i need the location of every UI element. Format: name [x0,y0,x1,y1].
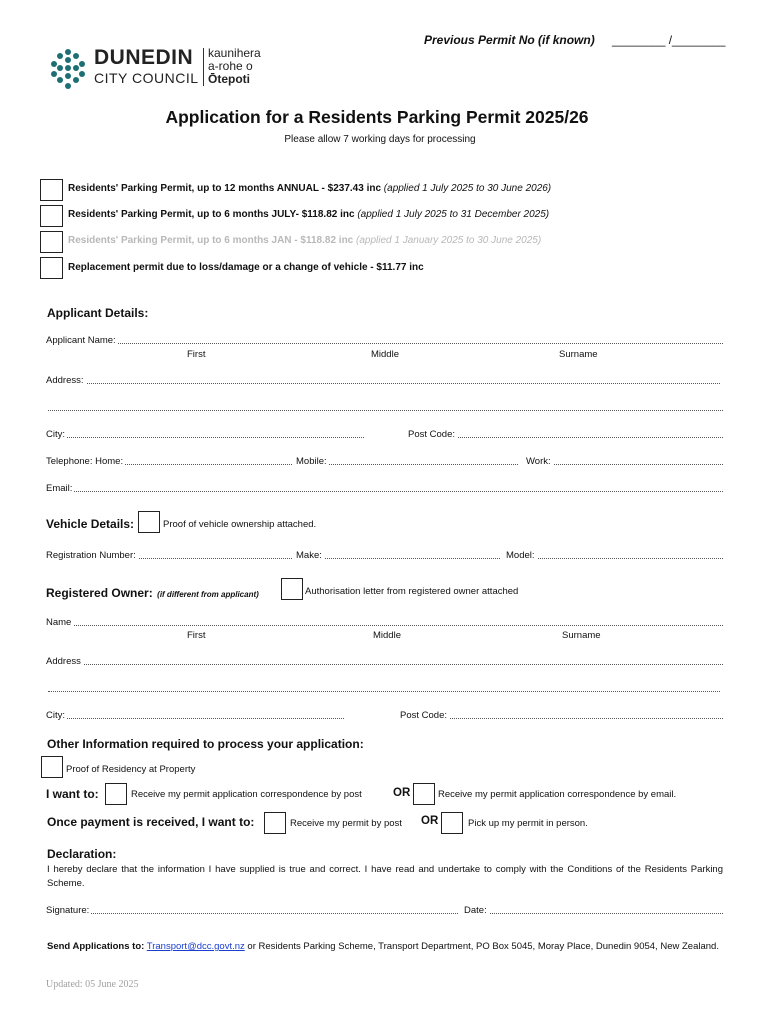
want-label: I want to: [46,787,99,801]
applicant-city-label: City: [46,429,65,440]
applicant-work-line[interactable] [526,464,723,465]
logo-sub: CITY COUNCIL [94,70,199,86]
previous-permit-label: Previous Permit No (if known) [424,33,595,47]
replacement-permit-checkbox[interactable] [40,257,63,279]
vehicle-make-label: Make: [296,550,322,561]
applicant-address-line-1[interactable] [48,383,720,384]
permit-post-label: Receive my permit by post [290,818,402,829]
applicant-postcode-label: Post Code: [408,429,455,440]
applicant-address-line-2[interactable] [48,410,723,411]
owner-heading-row [46,584,259,602]
correspondence-email-label: Receive my permit application correspondence by email. [438,789,677,800]
applicant-middle-caption: Middle [371,349,399,360]
applicant-heading: Applicant Details: [47,306,149,320]
vehicle-model-label: Model: [506,550,535,561]
declaration-heading: Declaration: [47,847,117,861]
logo-maori-2: a-rohe o [208,59,253,73]
logo-divider [203,48,204,86]
send-address: or Residents Parking Scheme, Transport Department, PO Box 5045, Moray Place, Dunedin 9054, New Zealand. [247,941,719,952]
owner-auth-checkbox[interactable] [281,578,303,600]
applicant-name-line[interactable] [48,343,723,344]
annual-permit-checkbox[interactable] [40,179,63,201]
owner-heading-note: (if different from applicant) [157,590,259,599]
applicant-first-caption: First [187,349,206,360]
signature-label: Signature: [46,905,90,916]
applicant-work-label: Work: [526,456,551,467]
annual-permit-option [68,183,551,194]
jan-permit-label: Residents' Parking Permit, up to 6 months JAN - $118.82 inc [68,235,354,246]
correspondence-or: OR [393,787,411,799]
annual-permit-label: Residents' Parking Permit, up to 12 months ANNUAL - $237.43 inc [68,183,382,194]
logo-mark-icon [46,46,90,90]
applicant-city-line[interactable] [48,437,364,438]
logo-maori-1: kaunihera [208,46,261,60]
payment-or: OR [421,815,439,827]
page-subtitle: Please allow 7 working days for processing [284,134,476,145]
july-permit-label: Residents' Parking Permit, up to 6 months JULY- $118.82 inc [68,209,355,220]
applicant-email-line[interactable] [48,491,723,492]
replacement-permit-label: Replacement permit due to loss/damage or a change of vehicle - $11.77 inc [68,262,424,273]
july-permit-note: (applied 1 July 2025 to 31 December 2025) [357,209,550,220]
owner-auth-label: Authorisation letter from registered owner attached [305,586,519,597]
send-label: Send Applications to: [47,941,145,952]
vehicle-heading: Vehicle Details: [46,517,135,531]
correspondence-email-checkbox[interactable] [413,783,435,805]
permit-post-checkbox[interactable] [264,812,286,834]
vehicle-proof-checkbox[interactable] [138,511,160,533]
owner-city-label: City: [46,710,65,721]
signature-line[interactable] [48,913,458,914]
owner-address-label: Address [46,656,81,667]
dcc-logo [46,46,286,90]
applicant-address-label: Address: [46,375,84,386]
vehicle-reg-label: Registration Number: [46,550,136,561]
correspondence-post-checkbox[interactable] [105,783,127,805]
previous-permit-field[interactable]: ________ /________ [612,33,726,47]
applicant-mobile-line[interactable] [296,464,518,465]
declaration-text: I hereby declare that the information I have supplied is true and correct. I have read and undertake to comply with the Conditions of the Residents Parking Scheme. [47,864,723,889]
logo-maori-3: Ōtepoti [208,72,250,86]
owner-city-line[interactable] [48,718,344,719]
payment-label: Once payment is received, I want to: [47,815,255,829]
jan-permit-option [68,235,541,246]
applicant-phone-home-label: Telephone: Home: [46,456,124,467]
jan-permit-checkbox[interactable] [40,231,63,253]
applicant-email-label: Email: [46,483,73,494]
transport-email-link[interactable]: Transport@dcc.govt.nz [146,941,245,952]
owner-heading: Registered Owner: [46,586,153,600]
page-title: Application for a Residents Parking Permit 2025/26 [165,107,589,127]
owner-first-caption: First [187,630,206,641]
correspondence-post-label: Receive my permit application correspondence by post [131,789,362,800]
owner-surname-caption: Surname [562,630,601,641]
owner-middle-caption: Middle [373,630,401,641]
vehicle-proof-label: Proof of vehicle ownership attached. [163,519,317,530]
permit-pickup-label: Pick up my permit in person. [468,818,588,829]
applicant-mobile-label: Mobile: [296,456,327,467]
owner-address-line-1[interactable] [48,664,723,665]
july-permit-checkbox[interactable] [40,205,63,227]
residency-proof-label: Proof of Residency at Property [66,764,196,775]
july-permit-option [68,209,549,220]
updated-date: Updated: 05 June 2025 [46,979,139,990]
vehicle-make-line[interactable] [296,558,500,559]
applicant-surname-caption: Surname [559,349,598,360]
jan-permit-note: (applied 1 January 2025 to 30 June 2025) [356,235,542,246]
owner-postcode-label: Post Code: [400,710,447,721]
date-label: Date: [464,905,487,916]
other-heading: Other Information required to process your application: [47,737,364,751]
residency-proof-checkbox[interactable] [41,756,63,778]
owner-name-label: Name [46,617,72,628]
vehicle-model-line[interactable] [506,558,723,559]
owner-address-line-2[interactable] [48,691,720,692]
annual-permit-note: (applied 1 July 2025 to 30 June 2026) [383,183,552,194]
date-line[interactable] [464,913,723,914]
owner-name-line[interactable] [48,625,723,626]
permit-pickup-checkbox[interactable] [441,812,463,834]
send-applications [47,939,727,954]
applicant-name-label: Applicant Name: [46,335,116,346]
logo-name: DUNEDIN [94,46,194,69]
